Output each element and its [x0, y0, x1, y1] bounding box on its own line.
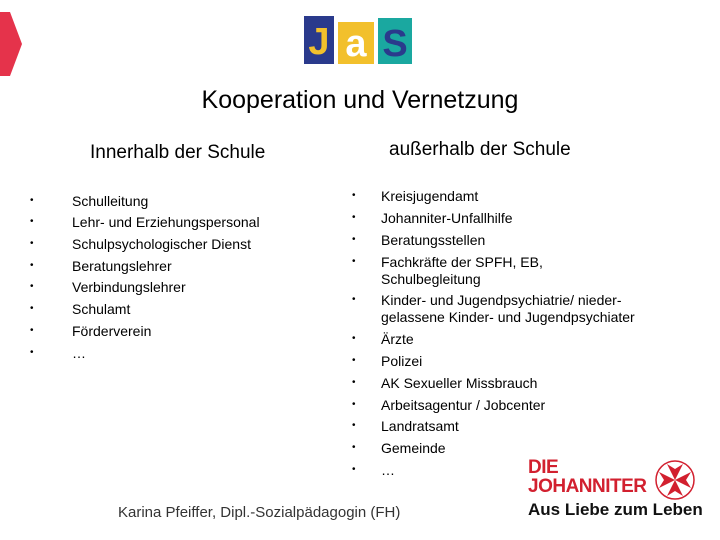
bullet: •: [30, 260, 34, 271]
footer-author: Karina Pfeiffer, Dipl.-Sozialpädagogin (FH): [118, 504, 401, 521]
right-list-item: Polizei: [381, 353, 423, 369]
left-list-item: Lehr- und Erziehungspersonal: [72, 214, 260, 230]
bullet: •: [352, 442, 356, 453]
left-list-item: Schulleitung: [72, 193, 149, 209]
left-list-item: Förderverein: [72, 323, 152, 339]
right-list-item: gelassene Kinder- und Jugendpsychiater: [381, 309, 635, 325]
bullet: •: [352, 464, 356, 475]
red-chevron-decoration: [0, 12, 24, 76]
right-list-item: Ärzte: [381, 331, 414, 347]
right-list-item: Johanniter-Unfallhilfe: [381, 210, 513, 226]
left-column-heading: Innerhalb der Schule: [90, 142, 266, 163]
right-list-item: AK Sexueller Missbrauch: [381, 375, 538, 391]
johanniter-line1: DIE: [528, 457, 559, 478]
bullet: •: [352, 234, 356, 245]
bullet: •: [352, 399, 356, 410]
bullet: •: [30, 195, 34, 206]
bullet: •: [30, 281, 34, 292]
bullet: •: [30, 238, 34, 249]
svg-text:S: S: [382, 23, 408, 64]
right-list-item: Schulbegleitung: [381, 271, 481, 287]
left-list-item: Schulpsychologischer Dienst: [72, 236, 251, 252]
svg-text:a: a: [345, 23, 367, 64]
left-list-item: Beratungslehrer: [72, 258, 172, 274]
johanniter-cross-icon: [655, 460, 695, 500]
jas-logo: [304, 16, 412, 64]
right-list-item: Beratungsstellen: [381, 232, 486, 248]
bullet: •: [30, 347, 34, 358]
bullet: •: [352, 377, 356, 388]
johanniter-line2: JOHANNITER: [528, 476, 647, 497]
right-list-item: Kinder- und Jugendpsychiatrie/ nieder-: [381, 292, 622, 308]
bullet: •: [352, 355, 356, 366]
right-list-item: Fachkräfte der SPFH, EB,: [381, 254, 543, 270]
right-list-item: Arbeitsagentur / Jobcenter: [381, 397, 546, 413]
bullet: •: [352, 333, 356, 344]
bullet: •: [352, 420, 356, 431]
slide-title: Kooperation und Vernetzung: [201, 86, 519, 114]
left-list-item: Schulamt: [72, 301, 131, 317]
bullet: •: [30, 325, 34, 336]
bullet: •: [352, 190, 356, 201]
johanniter-slogan: Aus Liebe zum Leben: [528, 500, 703, 519]
left-list-item: Verbindungslehrer: [72, 279, 186, 295]
right-list-item: …: [381, 462, 395, 478]
right-list-item: Kreisjugendamt: [381, 188, 479, 204]
right-list-item: Gemeinde: [381, 440, 446, 456]
svg-text:J: J: [308, 21, 330, 63]
bullet: •: [30, 216, 34, 227]
bullet: •: [352, 212, 356, 223]
bullet: •: [352, 256, 356, 267]
bullet: •: [352, 294, 356, 305]
bullet: •: [30, 303, 34, 314]
right-list-item: Landratsamt: [381, 418, 459, 434]
left-list-item: …: [72, 345, 86, 361]
right-column-heading: außerhalb der Schule: [389, 139, 571, 160]
